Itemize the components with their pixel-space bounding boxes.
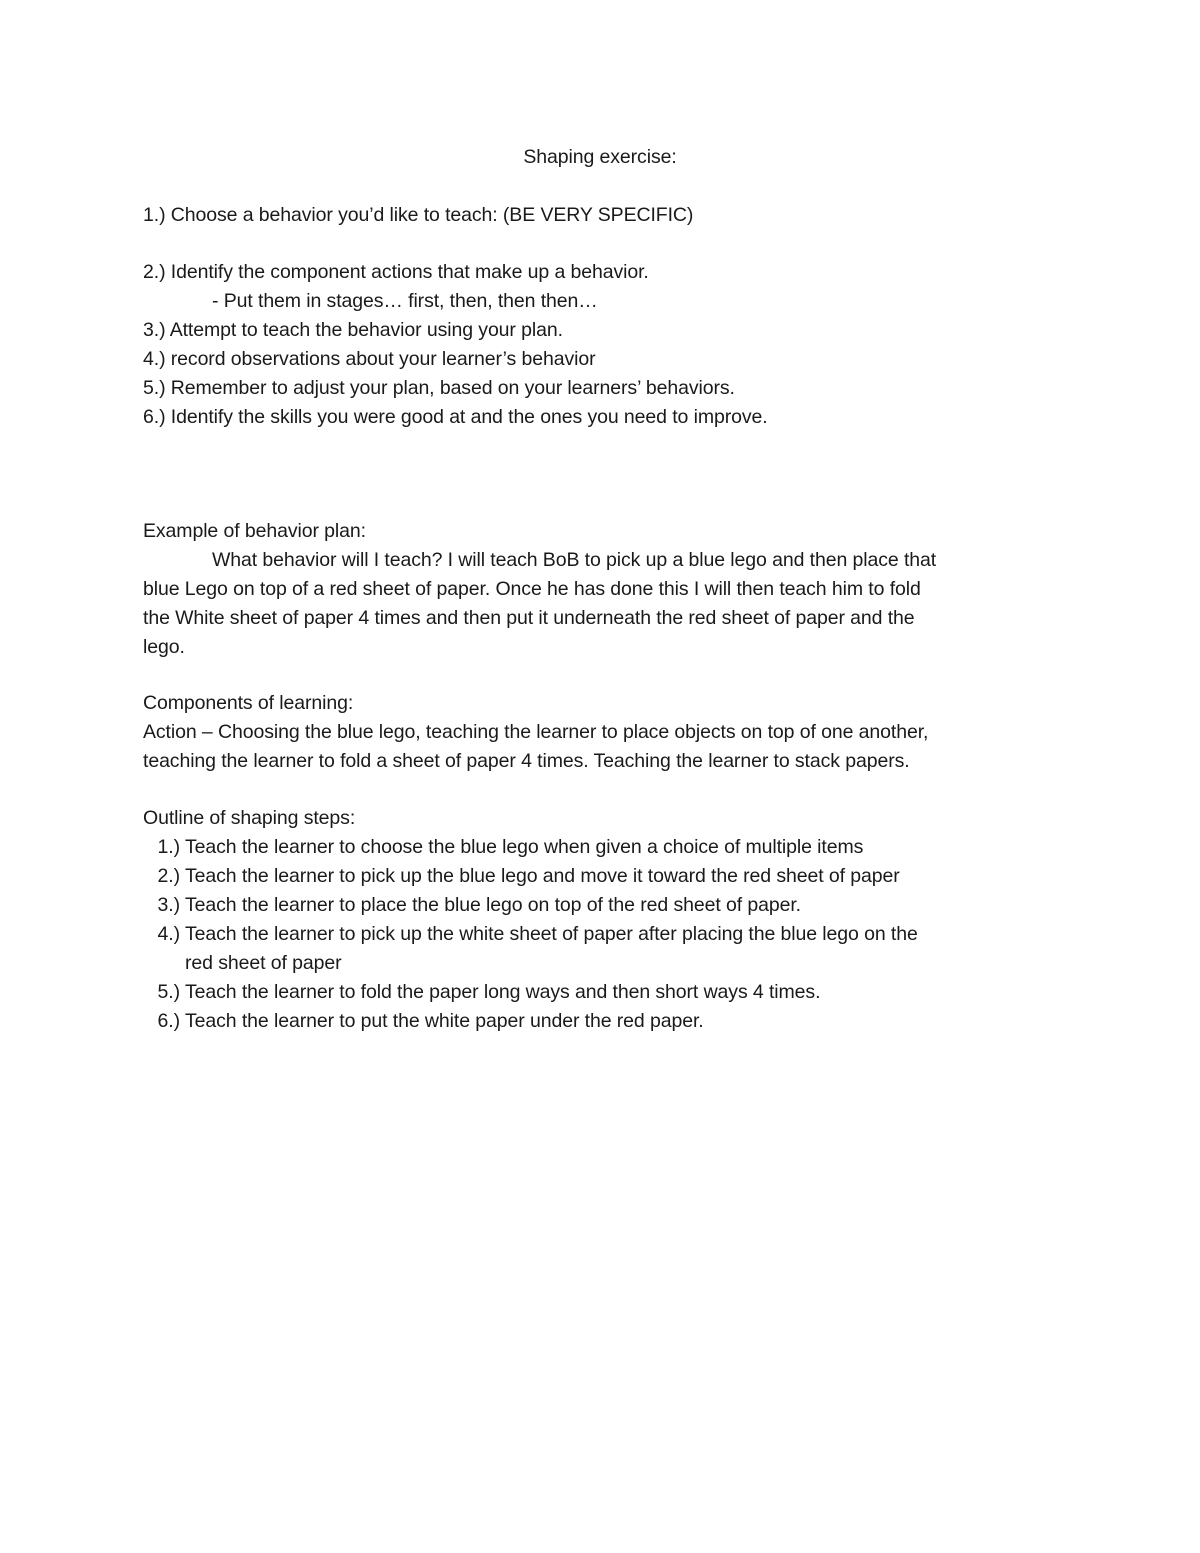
step-text: Teach the learner to choose the blue lego when given a choice of multiple items	[185, 836, 864, 858]
example-line: What behavior will I teach? I will teach BoB to pick up a blue lego and then place that	[212, 549, 937, 571]
step-text: red sheet of paper	[185, 952, 342, 974]
components-line: teaching the learner to fold a sheet of paper 4 times. Teaching the learner to stack papers.	[143, 750, 910, 772]
step-number: 5.)	[157, 981, 180, 1003]
step-number: 6.)	[157, 1010, 180, 1032]
list-item	[144, 978, 820, 1007]
step-text: Teach the learner to pick up the white sheet of paper after placing the blue lego on the	[185, 923, 918, 945]
step-text: Teach the learner to fold the paper long ways and then short ways 4 times.	[185, 981, 821, 1003]
instruction-line: 1.) Choose a behavior you’d like to teach: (BE VERY SPECIFIC)	[143, 204, 694, 226]
step-number: 2.)	[157, 865, 180, 887]
instruction-line: 3.) Attempt to teach the behavior using your plan.	[143, 319, 563, 341]
list-item	[144, 833, 863, 862]
example-line: the White sheet of paper 4 times and then put it underneath the red sheet of paper and the	[143, 607, 915, 629]
list-item	[144, 1007, 704, 1036]
step-number: 1.)	[157, 836, 180, 858]
instruction-line: 2.) Identify the component actions that make up a behavior.	[143, 261, 649, 283]
instruction-line: 6.) Identify the skills you were good at and the ones you need to improve.	[143, 406, 768, 428]
instruction-subline: - Put them in stages… first, then, then then…	[212, 290, 598, 312]
page-title: Shaping exercise:	[523, 146, 677, 168]
instruction-line: 5.) Remember to adjust your plan, based on your learners’ behaviors.	[143, 377, 735, 399]
example-line: blue Lego on top of a red sheet of paper. Once he has done this I will then teach him to fold	[143, 578, 921, 600]
step-text: Teach the learner to place the blue lego on top of the red sheet of paper.	[185, 894, 801, 916]
step-number: 4.)	[157, 923, 180, 945]
example-heading: Example of behavior plan:	[143, 520, 366, 542]
list-item	[144, 891, 801, 920]
list-item	[144, 920, 918, 949]
list-item	[144, 862, 900, 891]
step-text: Teach the learner to pick up the blue lego and move it toward the red sheet of paper	[185, 865, 900, 887]
instruction-line: 4.) record observations about your learner’s behavior	[143, 348, 596, 370]
step-number: 3.)	[157, 894, 180, 916]
components-line: Action – Choosing the blue lego, teaching the learner to place objects on top of one another,	[143, 721, 929, 743]
outline-heading: Outline of shaping steps:	[143, 807, 356, 829]
list-item	[144, 949, 341, 978]
example-line: lego.	[143, 636, 185, 658]
step-text: Teach the learner to put the white paper under the red paper.	[185, 1010, 704, 1032]
components-heading: Components of learning:	[143, 692, 354, 714]
